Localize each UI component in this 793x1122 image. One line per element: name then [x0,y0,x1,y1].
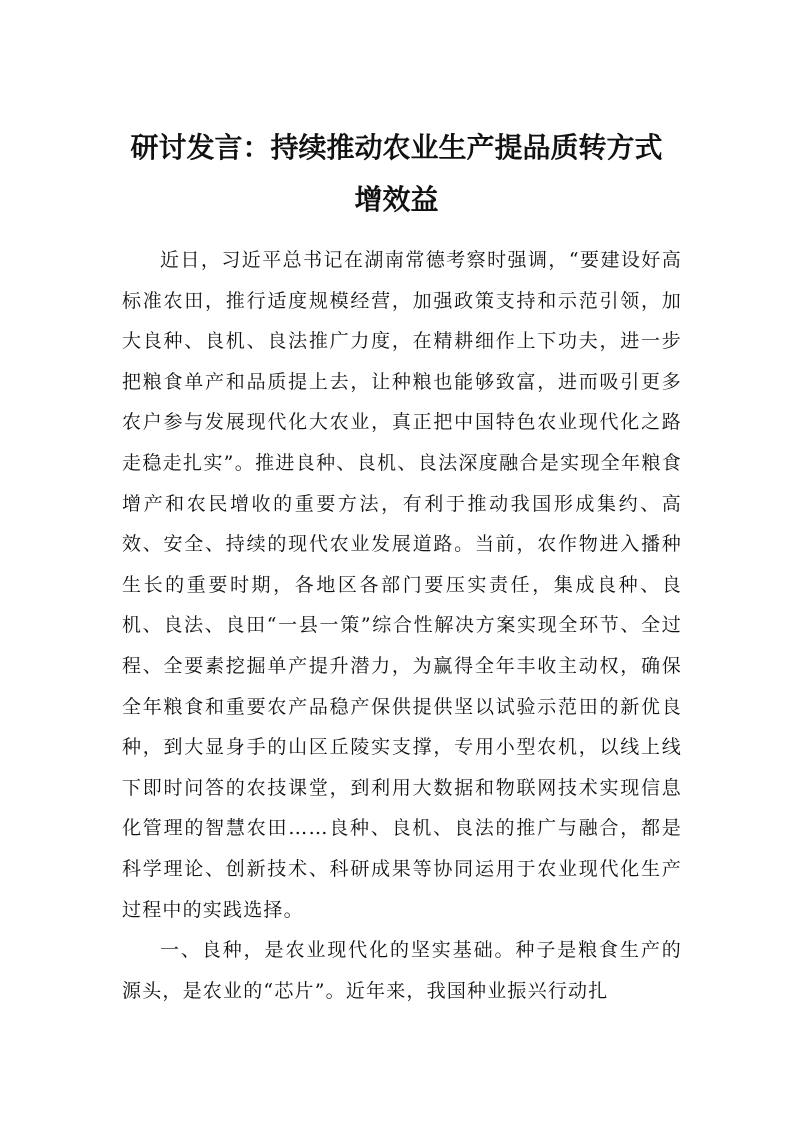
document-title [100,122,693,226]
title-line-1: 研讨发言：持续推动农业生产提品质转方式 [130,131,663,164]
paragraph-section-1: 一、良种，是农业现代化的坚实基础。种子是粮食生产的源头，是农业的“芯片”。近年来，我国种业振兴行动扎 [122,939,682,1002]
title-line-2: 增效益 [354,183,439,216]
paragraph-intro: 近日，习近平总书记在湖南常德考察时强调，“要建设好高标准农田，推行适度规模经营，加强政策支持和示范引领，加大良种、良机、良法推广力度，在精耕细作上下功夫，进一步把粮食单产和品质提上去，让种粮也能够致富，进而吸引更多农户参与发展现代化大农业，真正把中国特色农业现代化之路走稳走扎实”。推进良种、良机、良法深度融合是实现全年粮食增产和农民增收的重要方法，有利于推动我国形成集约、高效、安全、持续的现代农业发展道路。当前，农作物进入播种生长的重要时期，各地区各部门要压实责任，集成良种、良机、良法、良田“一县一策”综合性解决方案实现全环节、全过程、全要素挖掘单产提升潜力，为赢得全年丰收主动权，确保全年粮食和重要农产品稳产保供提供坚以试验示范田的新优良种，到大显身手的山区丘陵实支撑，专用小型农机，以线上线下即时问答的农技课堂，到利用大数据和物联网技术实现信息化管理的智慧农田……良种、良机、良法的推广与融合，都是科学理论、创新技术、科研成果等协同运用于农业现代化生产过程中的实践选择。 [122,249,682,921]
document-body [122,240,682,1011]
